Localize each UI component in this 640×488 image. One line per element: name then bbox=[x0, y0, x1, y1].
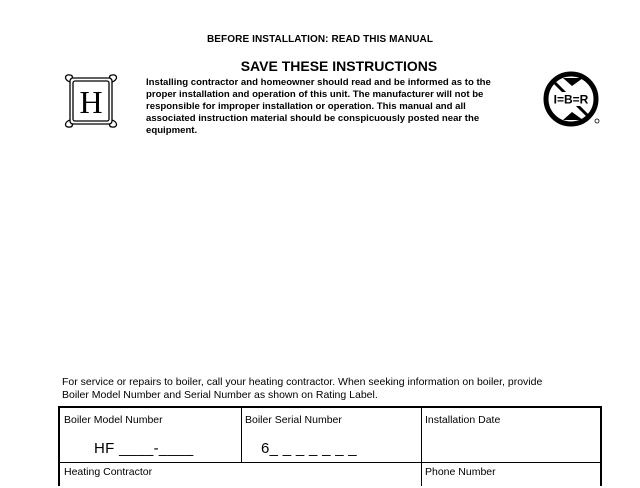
model-number-field[interactable]: HF ____-____ bbox=[94, 440, 194, 457]
model-number-label: Boiler Model Number bbox=[64, 414, 163, 426]
service-note-line: Boiler Model Number and Serial Number as shown on Rating Label. bbox=[62, 389, 378, 401]
instruction-line: proper installation and operation of this unit. The manufacturer will not be bbox=[146, 89, 484, 100]
instructions-paragraph bbox=[146, 77, 536, 137]
heating-contractor-label: Heating Contractor bbox=[64, 466, 153, 478]
page-title: SAVE THESE INSTRUCTIONS bbox=[240, 58, 438, 74]
ibr-logo-text: I=B=R bbox=[553, 92, 589, 107]
boiler-info-table bbox=[58, 406, 602, 486]
serial-number-field[interactable]: 6_ _ _ _ _ _ _ bbox=[261, 440, 357, 457]
phone-number-cell[interactable] bbox=[421, 462, 601, 488]
serial-number-label: Boiler Serial Number bbox=[245, 414, 342, 426]
phone-number-label: Phone Number bbox=[425, 466, 496, 478]
serial-number-cell[interactable] bbox=[241, 408, 421, 462]
service-note bbox=[62, 376, 602, 402]
h-logo-letter: H bbox=[79, 84, 103, 120]
instruction-line: responsible for improper installation or operation. This manual and all bbox=[146, 101, 466, 112]
instruction-line: equipment. bbox=[146, 125, 198, 136]
top-notice: BEFORE INSTALLATION: READ THIS MANUAL bbox=[206, 34, 434, 45]
ibr-logo-icon bbox=[542, 70, 604, 128]
model-number-cell[interactable] bbox=[60, 408, 241, 462]
h-logo-icon bbox=[62, 72, 120, 130]
instruction-line: Installing contractor and homeowner should read and be informed as to the bbox=[146, 77, 491, 88]
instruction-line: associated instruction material should be conspicuously posted near the bbox=[146, 113, 480, 124]
installation-date-label: Installation Date bbox=[425, 414, 501, 426]
service-note-line: For service or repairs to boiler, call your heating contractor. When seeking information on boiler, provide bbox=[62, 376, 543, 388]
installation-date-cell[interactable] bbox=[421, 408, 601, 462]
heating-contractor-cell[interactable] bbox=[60, 462, 421, 488]
